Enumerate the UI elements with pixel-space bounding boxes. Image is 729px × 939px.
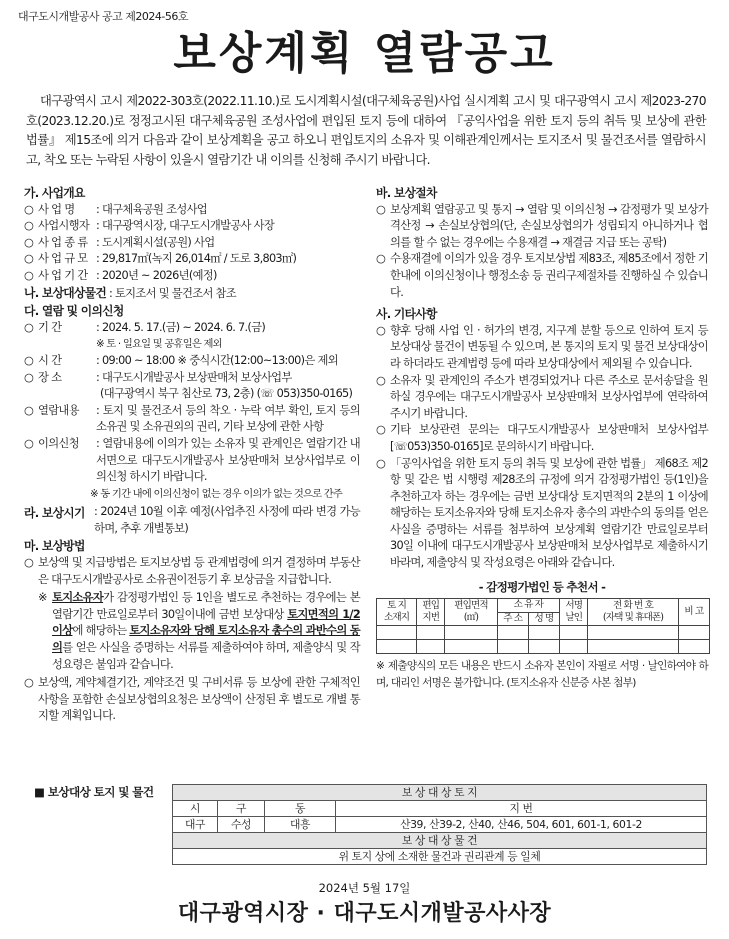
table-row bbox=[173, 849, 707, 865]
item-value: : 대구광역시장, 대구도시개발공사 사장 bbox=[96, 219, 275, 233]
column-header: 편입면적 bbox=[454, 599, 488, 611]
item-value: : 09:00 ~ 18:00 ※ 중식시간(12:00~13:00)은 제외 bbox=[96, 353, 338, 367]
column-header: 전 화 번 호 bbox=[613, 599, 653, 611]
item-label: 시 간 bbox=[38, 353, 62, 367]
item-text: 보상액 및 지급방법은 토지보상법 등 관계법령에 의거 결정하며 부동산은 대구도시개발공사로 소유권이전등기 후 보상금을 지급합니다. bbox=[38, 556, 360, 586]
list-item: ○ 사 업 명 : 대구체육공원 조성사업 bbox=[24, 202, 360, 219]
land-section-title: ■ 보상대상 토지 및 물건 bbox=[34, 785, 154, 799]
section-ma-heading: 마. 보상방법 bbox=[24, 539, 85, 554]
item-label: 사업시행자 bbox=[38, 219, 90, 233]
column-header: (자택 및 휴대폰) bbox=[602, 612, 664, 624]
item-text: 보상계획 열람공고 및 통지 → 열람 및 이의신청 → 감정평가 및 보상가격산정 → 손실보상협의(단, 손실보상협의가 성립되지 아니하거나 협의를 할 수 없는 경우에는 수용재결 → 재결금 지급 또는 공탁) bbox=[390, 202, 708, 249]
land-table bbox=[172, 784, 707, 865]
column-header: 성 명 bbox=[528, 612, 559, 626]
item-label: 장 소 bbox=[38, 370, 62, 384]
item-label: 사 업 규 모 bbox=[38, 252, 88, 266]
left-column bbox=[24, 184, 360, 725]
item-value: : 대구체육공원 조성사업 bbox=[96, 202, 208, 216]
goods-header: 보 상 대 상 물 건 bbox=[173, 833, 707, 849]
section-ba-heading: 바. 보상절차 bbox=[376, 186, 437, 200]
column-header: 비 고 bbox=[678, 599, 709, 626]
cell-goods: 위 토지 상에 소재한 물건과 권리관계 등 일체 bbox=[173, 849, 707, 865]
list-item: ○ 열람내용 : 토지 및 물건조서 등의 착오 · 누락 여부 확인, 토지 등의 소유권 및 소유권외의 권리, 기타 보상에 관한 사항 bbox=[24, 403, 360, 436]
issuer: 대구광역시장 · 대구도시개발공사사장 bbox=[177, 901, 552, 926]
recommend-form-title: - 감정평가법인 등 추천서 - bbox=[478, 579, 606, 594]
list-item: ○ 사업시행자 : 대구광역시장, 대구도시개발공사 사장 bbox=[24, 218, 360, 235]
table-row bbox=[377, 626, 710, 640]
list-item: ○ 보상계획 열람공고 및 통지 → 열람 및 이의신청 → 감정평가 및 보상가격산정 → 손실보상협의(단, 손실보상협의가 성립되지 아니하거나 협의를 할 수 없는 경우에는 수용재결 → 재결금 지급 또는 공탁) bbox=[376, 202, 708, 252]
section-ra bbox=[24, 504, 360, 537]
column-header: 토 지 bbox=[387, 599, 407, 611]
item-value: : 2020년 ~ 2026년(예정) bbox=[96, 268, 217, 282]
note-text: 에 해당하는 bbox=[72, 624, 130, 638]
list-item: ○ 향후 당해 사업 인 · 허가의 변경, 지구계 분할 등으로 인하여 토지 등 보상대상 물건이 변동될 수 있으며, 본 통지의 토지 및 물건 보상대상이라 하더라도 관계법령 등에 따라 보상대상에서 제외될 수 있습니다. bbox=[376, 323, 708, 373]
column-header: 소재지 bbox=[384, 612, 410, 624]
column-header: 소 유 자 bbox=[497, 599, 560, 613]
land-header: 보 상 대 상 토 지 bbox=[173, 785, 707, 801]
list-item: ○ 소유자 및 관계인의 주소가 변경되었거나 다른 주소로 문서송달을 원하실 경우에는 대구도시개발공사 보상판매처 보상사업부에 연락하여 주시기 바랍니다. bbox=[376, 373, 708, 423]
column-header: 서명 bbox=[565, 599, 583, 611]
list-item: ○ 사 업 종 류 : 도시계획시설(공원) 사업 bbox=[24, 235, 360, 252]
item-text: 향후 당해 사업 인 · 허가의 변경, 지구계 분할 등으로 인하여 토지 등 보상대상 물건이 변동될 수 있으며, 본 통지의 토지 및 물건 보상대상이라 하더라도 관계법령 등에 따라 보상대상에서 제외될 수 있습니다. bbox=[390, 323, 708, 370]
item-label: 기 간 bbox=[38, 320, 62, 334]
table-row bbox=[173, 817, 707, 833]
right-column bbox=[376, 184, 708, 691]
section-na-text: : 토지조서 및 물건조서 참조 bbox=[108, 286, 236, 300]
section-na-heading: 나. 보상대상물건 bbox=[24, 285, 107, 300]
item-text: 보상액, 계약체결기간, 계약조건 및 구비서류 등 보상에 관한 구체적인 사항을 포함한 손실보상협의요청은 보상액이 산정된 후 별도로 개별 통지할 계획입니다. bbox=[38, 676, 360, 723]
owner-recommend-note: ※ 토지소유자가 감정평가법인 등 1인을 별도로 추천하는 경우에는 본 열람기간 만료일로부터 30일이내에 금번 보상대상 토지면적의 1/2 이상에 해당하는 토지소유자와 당해 토지소유자 총수의 과반수의 동의를 얻은 사실을 증명하는 서류를 제출하여야 하며, 제출양식 및 작성요령은 붙임과 같습니다. bbox=[38, 591, 361, 671]
list-item: ○ 「공익사업을 위한 토지 등의 취득 및 보상에 관한 법률」 제68조 제2항 및 같은 법 시행령 제28조의 규정에 의거 감정평가법인 등(1인)을 추천하고자 하는 경우에는 금번 보상대상 토지면적의 2분의 1 이상에 해당하는 토지소유자와 당해 토지소유자 총수의 과반수의 동의를 얻은 사실을 증명하는 서류를 첨부하여 보상계획 열람기간 만료일로부터 30일 이내에 대구도시개발공사 보상판매처 보상사업부로 제출하시기 바라며, 제출양식 및 작성요령은 아래와 같습니다. bbox=[376, 456, 708, 572]
note-text: 를 얻은 사실을 증명하는 서류를 제출하여야 하며, 제출양식 및 작성요령은 붙임과 같습니다. bbox=[52, 641, 360, 671]
recommend-form-table bbox=[376, 598, 710, 654]
list-item: ○ 보상액, 계약체결기간, 계약조건 및 구비서류 등 보상에 관한 구체적인 사항을 포함한 손실보상협의요청은 보상액이 산정된 후 별도로 개별 통지할 계획입니다. bbox=[24, 675, 360, 725]
column-header: 지 번 bbox=[336, 801, 707, 817]
item-value: : 29,817㎡(녹지 26,014㎡ / 도로 3,803㎡) bbox=[96, 252, 297, 266]
item-label: 사 업 종 류 bbox=[38, 235, 88, 249]
intro-paragraph: 대구광역시 고시 제2022-303호(2022.11.10.)로 도시계획시설(대구체육공원)사업 실시계획 고시 및 대구광역시 고시 제2023-270호(2023.12.20.)로 정정고시된 대구체육공원 조성사업에 편입된 토지 등에 대하여 『공익사업을 위한 토지 등의 취득 및 보상에 관한 법률』 제15조에 의거 다음과 같이 보상계획을 공고 하오니 편입토지의 소유자 및 이해관계인께서는 토지조서 및 물건조서를 열람하시고, 착오 또는 누락된 사항이 있을시 열람기간 내 이의를 신청해 주시기 바랍니다. bbox=[26, 94, 706, 167]
objection-note: ※ 동 기간 내에 이의신청이 없는 경우 이의가 없는 것으로 간주 bbox=[90, 487, 343, 500]
item-value: : 2024. 5. 17.(금) ~ 2024. 6. 7.(금) bbox=[96, 320, 266, 334]
recommend-footnote bbox=[376, 658, 708, 691]
list-item: ○ 기타 보상관련 문의는 대구도시개발공사 보상판매처 보상사업부[☏053)350-0165]로 문의하시기 바랍니다. bbox=[376, 422, 708, 455]
cell-dong: 대흥 bbox=[265, 817, 336, 833]
section-ra-heading: 라. 보상시기 bbox=[24, 506, 85, 521]
column-header: 동 bbox=[265, 801, 336, 817]
cell-gu: 수성 bbox=[218, 817, 265, 833]
column-header: 편입 bbox=[422, 599, 440, 611]
item-value: : 도시계획시설(공원) 사업 bbox=[96, 235, 215, 249]
item-text: 「공익사업을 위한 토지 등의 취득 및 보상에 관한 법률」 제68조 제2항 및 같은 법 시행령 제28조의 규정에 의거 감정평가법인 등(1인)을 추천하고자 하는 경우에는 금번 보상대상 토지면적의 2분의 1 이상에 해당하는 토지소유자와 당해 토지소유자 총수의 과반수의 동의를 얻은 사실을 증명하는 서류를 첨부하여 보상계획 열람기간 만료일로부터 30일 이내에 대구도시개발공사 보상판매처 보상사업부로 제출하시기 바라며, 제출양식 및 작성요령은 아래와 같습니다. bbox=[390, 456, 708, 570]
list-item: ○ 수용재결에 이의가 있을 경우 토지보상법 제83조, 제85조에서 정한 기한내에 이의신청이나 행정소송 등 권리구제절차를 진행하실 수 있습니다. bbox=[376, 251, 708, 301]
item-value: : 열람내용에 이의가 있는 소유자 및 관계인은 열람기간 내 서면으로 대구도시개발공사 보상판매처 보상사업부로 이의신청 하시기 바랍니다. bbox=[96, 436, 360, 484]
item-text: 기타 보상관련 문의는 대구도시개발공사 보상판매처 보상사업부[☏053)350-0165]로 문의하시기 바랍니다. bbox=[390, 423, 708, 453]
period-note: ※ 토 · 일요일 및 공휴일은 제외 bbox=[96, 338, 222, 351]
item-value: : 토지 및 물건조서 등의 착오 · 누락 여부 확인, 토지 등의 소유권 및 소유권외의 권리, 기타 보상에 관한 사항 bbox=[96, 403, 360, 434]
section-ra-text: : 2024년 10월 이후 예정(사업추진 사정에 따라 변경 가능하며, 추후 개별통보) bbox=[94, 505, 360, 535]
item-text: 수용재결에 이의가 있을 경우 토지보상법 제83조, 제85조에서 정한 기한내에 이의신청이나 행정소송 등 권리구제절차를 진행하실 수 있습니다. bbox=[390, 252, 708, 299]
note-emphasis: 토지소유자와 당해 토지소유자 총수의 과반수의 동의 bbox=[52, 624, 360, 655]
notice-date: 2024년 5월 17일 bbox=[318, 881, 411, 895]
place-detail: (대구광역시 북구 침산로 73, 2층) (☏ 053)350-0165) bbox=[100, 387, 353, 401]
item-label: 사 업 명 bbox=[38, 202, 75, 216]
section-da-heading: 다. 열람 및 이의신청 bbox=[24, 304, 124, 319]
notice-number: 대구도시개발공사 공고 제2024-56호 bbox=[18, 10, 188, 23]
list-item: ○ 기 간 : 2024. 5. 17.(금) ~ 2024. 6. 7.(금) bbox=[24, 320, 360, 337]
column-header: 시 bbox=[173, 801, 218, 817]
section-sa-heading: 사. 기타사항 bbox=[376, 307, 437, 322]
list-item: ○ 시 간 : 09:00 ~ 18:00 ※ 중식시간(12:00~13:00)은 제외 bbox=[24, 353, 360, 370]
column-header: (㎡) bbox=[463, 612, 479, 624]
note-text: 가 감정평가법인 등 1인을 별도로 추천하는 경우에는 본 열람기간 만료일로부터 30일이내에 금번 보상대상 bbox=[52, 591, 360, 621]
footnote-text: ※ 제출양식의 모든 내용은 반드시 소유자 본인이 자필로 서명 · 날인하여야 하며, 대리인 서명은 불가합니다. (토지소유자 신분증 사본 첨부) bbox=[376, 660, 708, 689]
list-item: ○ 이의신청 : 열람내용에 이의가 있는 소유자 및 관계인은 열람기간 내 서면으로 대구도시개발공사 보상판매처 보상사업부로 이의신청 하시기 바랍니다. bbox=[24, 436, 360, 486]
list-item: ○ 장 소 : 대구도시개발공사 보상판매처 보상사업부 bbox=[24, 370, 360, 387]
column-header: 구 bbox=[218, 801, 265, 817]
item-text: 소유자 및 관계인의 주소가 변경되었거나 다른 주소로 문서송달을 원하실 경우에는 대구도시개발공사 보상판매처 보상사업부에 연락하여 주시기 바랍니다. bbox=[390, 373, 708, 420]
column-header: 주 소 bbox=[497, 612, 528, 626]
list-item: ○ 사 업 기 간 : 2020년 ~ 2026년(예정) bbox=[24, 268, 360, 285]
column-header: 날인 bbox=[565, 612, 583, 624]
note-emphasis: 토지소유자 bbox=[52, 591, 104, 605]
column-header: 지번 bbox=[422, 612, 440, 624]
notice-title: 보상계획 열람공고 bbox=[173, 28, 556, 79]
item-value: : 대구도시개발공사 보상판매처 보상사업부 bbox=[96, 370, 292, 384]
item-label: 사 업 기 간 bbox=[38, 268, 88, 282]
item-label: 열람내용 bbox=[38, 403, 79, 417]
note-emphasis: 토지면적의 1/2 이상 bbox=[52, 607, 361, 638]
table-row bbox=[377, 640, 710, 654]
list-item: ○ 사 업 규 모 : 29,817㎡(녹지 26,014㎡ / 도로 3,803㎡) bbox=[24, 251, 360, 268]
section-ga-heading: 가. 사업개요 bbox=[24, 186, 85, 200]
cell-si: 대구 bbox=[173, 817, 218, 833]
cell-lots: 산39, 산39-2, 산40, 산46, 504, 601, 601-1, 601-2 bbox=[336, 817, 707, 833]
list-item: ○ 보상액 및 지급방법은 토지보상법 등 관계법령에 의거 결정하며 부동산은 대구도시개발공사로 소유권이전등기 후 보상금을 지급합니다. bbox=[24, 555, 360, 588]
item-label: 이의신청 bbox=[38, 436, 79, 450]
